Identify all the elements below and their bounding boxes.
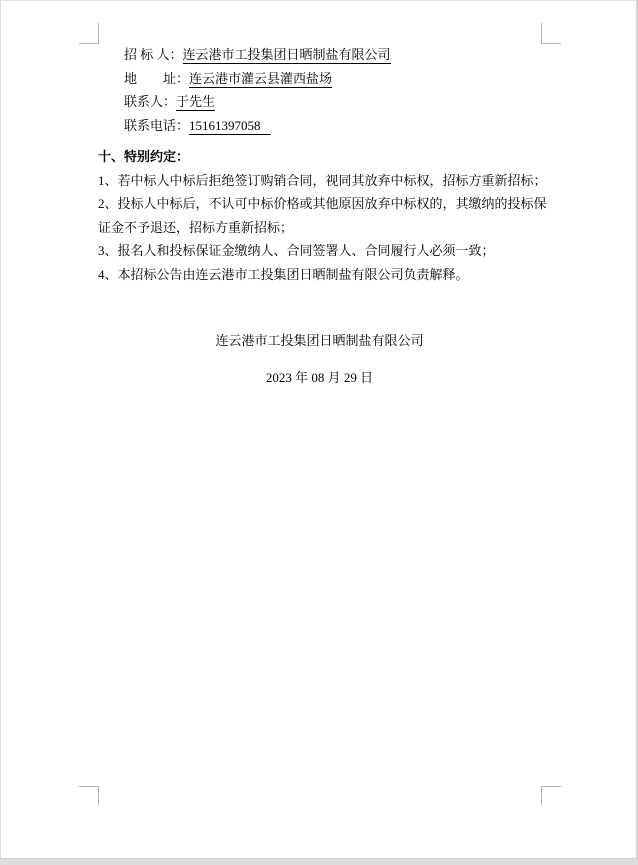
clause-4: 4、本招标公告由连云港市工投集团日晒制盐有限公司负责解释。: [98, 266, 469, 282]
text-boundary-mark-top-left: [79, 23, 99, 44]
clause-3: 3、报名人和投标保证金缴纳人、合同签署人、合同履行人必须一致；: [98, 243, 495, 258]
contact-row-bidder: [124, 43, 541, 67]
clause-1: 1、若中标人中标后拒绝签订购销合同，视同其放弃中标权，招标方重新招标；: [98, 172, 547, 188]
phone-label: 联系电话：: [124, 117, 190, 133]
bidder-value: 连云港市工投集团日晒制盐有限公司: [182, 47, 391, 62]
page-bottom-edge: [1, 858, 638, 865]
text-boundary-mark-bottom-left: [79, 786, 99, 805]
text-boundary-mark-bottom-right: [541, 786, 561, 805]
contact-block: [98, 43, 541, 137]
clause-2-line-1: 2、投标人中标后，不认可中标价格或其他原因放弃中标权的，其缴纳的投标保: [98, 196, 547, 211]
contact-person-label: 联系人：: [124, 94, 177, 109]
phone-value: 15161397058: [189, 118, 271, 135]
bidder-label: 招 标 人：: [124, 47, 183, 62]
signature-company: 连云港市工投集团日晒制盐有限公司: [215, 333, 424, 348]
text-boundary-mark-top-right: [541, 23, 561, 44]
signature-date: 2023 年 08 月 29 日: [265, 369, 374, 385]
contact-person-value: 于先生: [176, 94, 216, 109]
contact-row-phone: [124, 114, 541, 138]
address-label: 地 址：: [124, 70, 190, 86]
address-value: 连云港市灌云县灌西盐场: [189, 70, 333, 86]
document-text-area[interactable]: [98, 43, 547, 389]
contact-row-address: [124, 67, 541, 91]
special-provisions-heading: 十、特别约定：: [98, 149, 190, 164]
clause-2-line-2: 证金不予退还，招标方重新招标；: [98, 219, 294, 235]
contact-row-person: [124, 90, 541, 114]
